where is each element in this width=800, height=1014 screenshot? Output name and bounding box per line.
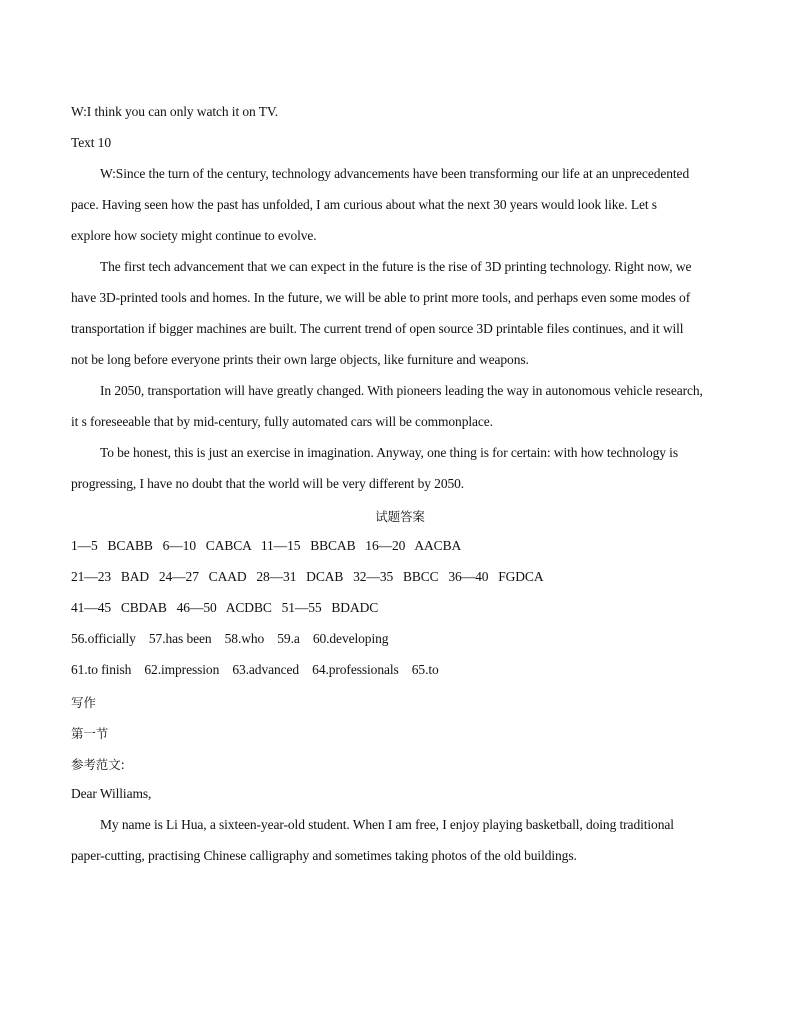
answer-row: 56.officially 57.has been 58.who 59.a 60.developing <box>71 631 389 646</box>
paragraph-line: pace. Having seen how the past has unfolded, I am curious about what the next 30 years would look like. Let s <box>71 197 657 212</box>
letter-salutation: Dear Williams, <box>71 786 152 801</box>
paragraph-line: have 3D-printed tools and homes. In the future, we will be able to print more tools, and perhaps even some modes of <box>71 290 691 305</box>
answers-title: 试题答案 <box>375 509 425 524</box>
paragraph-line: explore how society might continue to evolve. <box>71 228 317 243</box>
paragraph-line: it s foreseeable that by mid-century, fully automated cars will be commonplace. <box>71 414 493 429</box>
paragraph-line: progressing, I have no doubt that the world will be very different by 2050. <box>71 476 465 491</box>
paragraph-line: W:Since the turn of the century, technology advancements have been transforming our life at an unprecedented <box>100 166 690 181</box>
dialogue-last-line: W:I think you can only watch it on TV. <box>71 104 279 119</box>
paragraph-line: transportation if bigger machines are built. The current trend of open source 3D printable files continues, and it will <box>71 321 684 336</box>
paragraph-line: To be honest, this is just an exercise in imagination. Anyway, one thing is for certain: with how technology is <box>100 445 678 460</box>
answer-row: 41—45 CBDAB 46—50 ACDBC 51—55 BDADC <box>71 600 379 615</box>
text10-heading: Text 10 <box>71 135 111 150</box>
paragraph-line: paper-cutting, practising Chinese calligraphy and sometimes taking photos of the old buildings. <box>71 848 577 863</box>
answer-row: 21—23 BAD 24—27 CAAD 28—31 DCAB 32—35 BBCC 36—40 FGDCA <box>71 569 544 584</box>
paragraph-line: In 2050, transportation will have greatly changed. With pioneers leading the way in autonomous vehicle research, <box>100 383 703 398</box>
answer-row: 61.to finish 62.impression 63.advanced 64.professionals 65.to <box>71 662 439 677</box>
answer-row: 1—5 BCABB 6—10 CABCA 11—15 BBCAB 16—20 AACBA <box>71 538 462 553</box>
sample-essay-label: 参考范文: <box>71 757 125 772</box>
paragraph-line: My name is Li Hua, a sixteen-year-old student. When I am free, I enjoy playing basketball, doing traditional <box>100 817 674 832</box>
writing-section-heading: 写作 <box>71 695 96 710</box>
paragraph-line: The first tech advancement that we can expect in the future is the rise of 3D printing technology. Right now, we <box>100 259 692 274</box>
writing-part-heading: 第一节 <box>71 726 109 741</box>
paragraph-line: not be long before everyone prints their own large objects, like furniture and weapons. <box>71 352 529 367</box>
